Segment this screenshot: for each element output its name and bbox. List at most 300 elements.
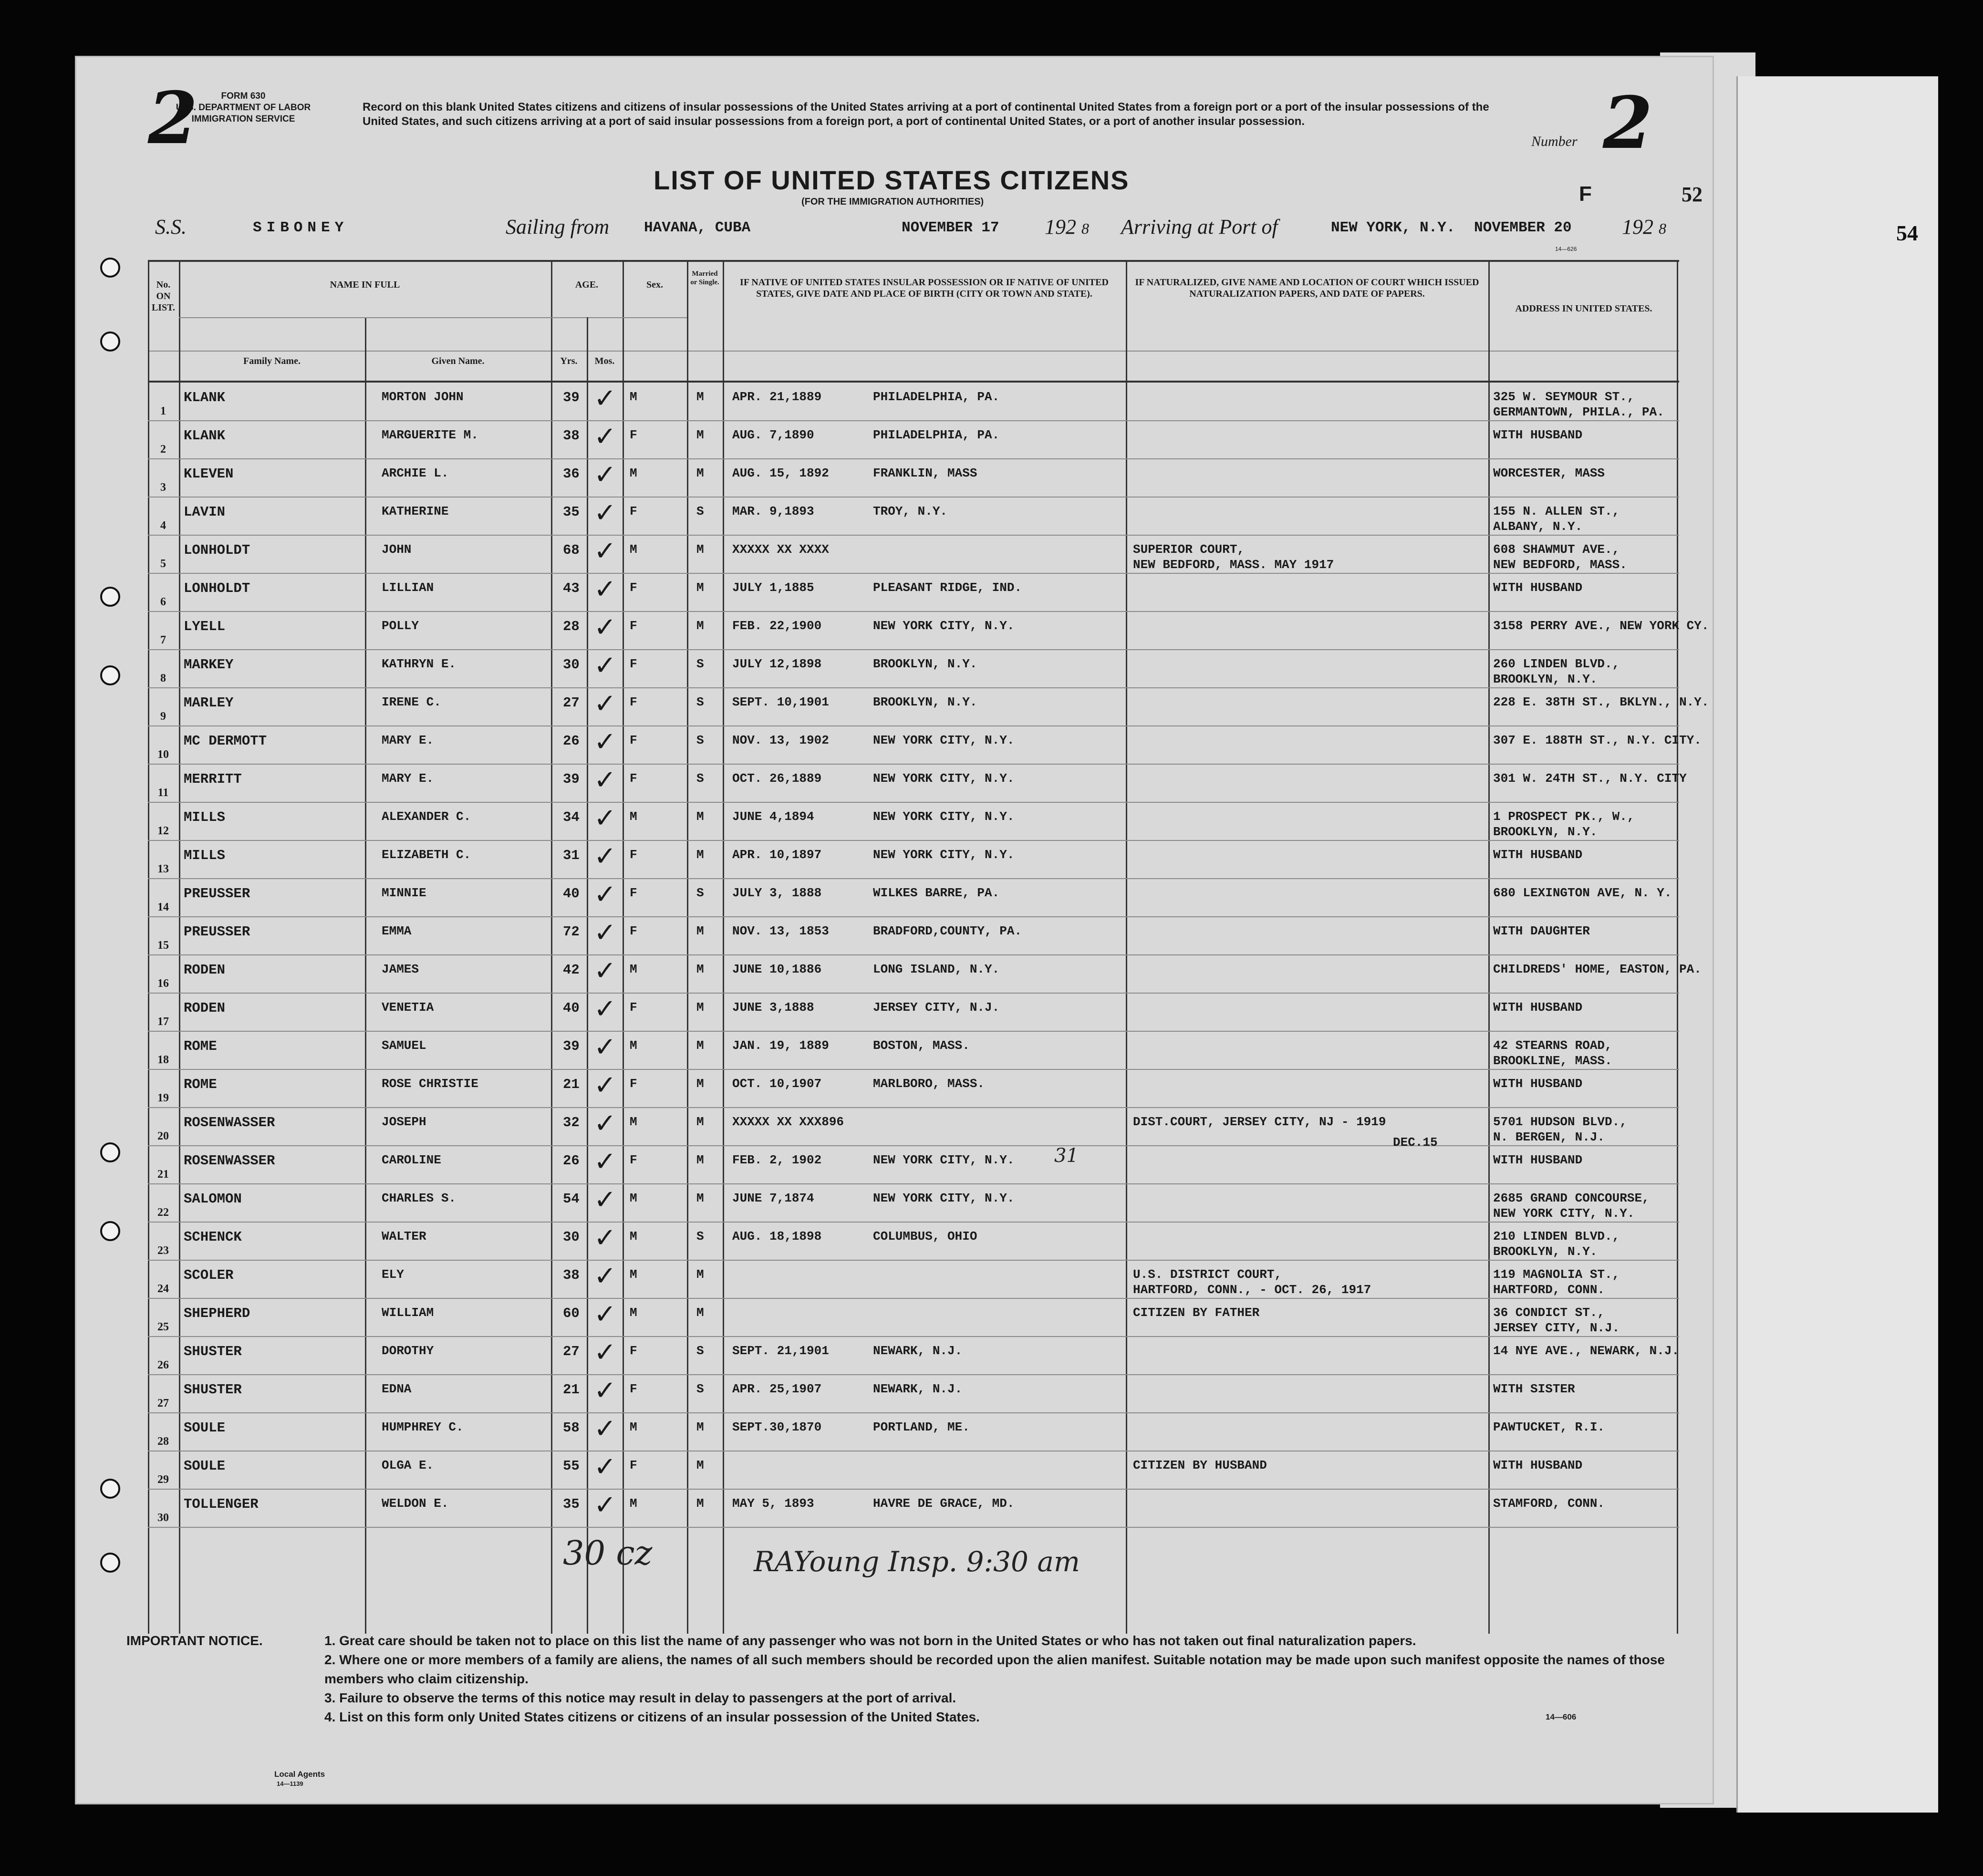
given-name-cell: ELIZABETH C. bbox=[382, 848, 471, 862]
sailing-year bbox=[1045, 215, 1089, 239]
age-years-cell: 58 bbox=[563, 1420, 580, 1436]
list-number-cell: 21 bbox=[157, 1168, 169, 1181]
binder-hole bbox=[100, 665, 120, 685]
list-number-cell: 30 bbox=[157, 1512, 169, 1524]
birth-place-cell: BROOKLYN, N.Y. bbox=[873, 695, 977, 709]
naturalization-cell: CITIZEN BY HUSBAND bbox=[1133, 1458, 1267, 1472]
check-mark-icon: ✓ bbox=[594, 1490, 616, 1521]
sex-cell: F bbox=[630, 619, 637, 633]
birth-place-cell: TROY, N.Y. bbox=[873, 504, 948, 518]
table-row bbox=[148, 803, 1679, 841]
table-row bbox=[148, 917, 1679, 955]
birth-date-cell: JAN. 19, 1889 bbox=[732, 1038, 829, 1053]
adjacent-page bbox=[1736, 76, 1938, 1813]
sex-cell: F bbox=[630, 580, 637, 595]
table-row bbox=[148, 994, 1679, 1032]
table-row bbox=[148, 726, 1702, 765]
sex-cell: M bbox=[630, 962, 637, 976]
birth-date-cell: NOV. 13, 1853 bbox=[732, 924, 829, 938]
department-name: U. S. DEPARTMENT OF LABOR bbox=[176, 103, 311, 113]
age-years-cell: 40 bbox=[563, 886, 580, 902]
age-years-cell: 30 bbox=[563, 657, 580, 673]
birth-date-cell: JUNE 7,1874 bbox=[732, 1191, 814, 1205]
sailing-port: HAVANA, CUBA bbox=[644, 219, 751, 236]
marital-status-cell: M bbox=[696, 848, 704, 862]
given-name-cell: JOHN bbox=[382, 542, 412, 557]
age-years-cell: 38 bbox=[563, 428, 580, 444]
list-number-cell: 28 bbox=[157, 1435, 169, 1448]
col-mos: Mos. bbox=[594, 356, 615, 366]
age-years-cell: 35 bbox=[563, 504, 580, 520]
check-mark-icon: ✓ bbox=[594, 498, 616, 529]
age-years-cell: 27 bbox=[563, 695, 580, 711]
naturalization-cell: DIST.COURT, JERSEY CITY, NJ - 1919 bbox=[1133, 1115, 1386, 1129]
intro-instructions: Record on this blank United States citizens and citizens of insular possessions of the United States arriving at a port of continental United States from a foreign port or a port of the insular possessions of the United States, and such citizens arriving at a port of said insular possessions from a foreign port, a port of continental United States, or a port of another insular possession. bbox=[363, 101, 1489, 128]
sex-cell: M bbox=[630, 542, 637, 557]
sheet-stub: F bbox=[1579, 182, 1592, 206]
address-cell-line2: NEW BEDFORD, MASS. bbox=[1493, 558, 1627, 572]
table-row bbox=[148, 1413, 1679, 1451]
check-mark-icon: ✓ bbox=[594, 536, 616, 567]
birth-place-cell: NEWARK, N.J. bbox=[873, 1344, 963, 1358]
age-years-cell: 39 bbox=[563, 390, 580, 405]
birth-place-cell: BROOKLYN, N.Y. bbox=[873, 657, 977, 671]
header-rule bbox=[148, 381, 1679, 383]
sex-cell: M bbox=[630, 1038, 637, 1053]
year-digit: 8 bbox=[1659, 220, 1666, 237]
binder-hole bbox=[100, 1553, 120, 1573]
age-years-cell: 36 bbox=[563, 466, 580, 482]
table-row bbox=[148, 574, 1679, 612]
notice-label: IMPORTANT NOTICE. bbox=[126, 1633, 263, 1648]
notice-item: 4. List on this form only United States citizens or citizens of an insular possession of the United States. bbox=[324, 1710, 980, 1724]
list-number-cell: 22 bbox=[157, 1206, 169, 1219]
birth-place-cell: NEW YORK CITY, N.Y. bbox=[873, 619, 1015, 633]
check-mark-icon: ✓ bbox=[594, 650, 616, 681]
check-mark-icon: ✓ bbox=[594, 803, 616, 834]
sex-cell: M bbox=[630, 1267, 637, 1282]
check-mark-icon: ✓ bbox=[594, 1261, 616, 1292]
birth-date-cell: APR. 10,1897 bbox=[732, 848, 822, 862]
address-cell: 119 MAGNOLIA ST., bbox=[1493, 1267, 1620, 1282]
check-mark-icon: ✓ bbox=[594, 879, 616, 910]
address-cell: 14 NYE AVE., NEWARK, N.J. bbox=[1493, 1344, 1680, 1358]
handwritten-margin-note: 31 bbox=[1054, 1145, 1079, 1167]
age-years-cell: 26 bbox=[563, 1153, 580, 1169]
family-name-cell: SHUSTER bbox=[184, 1344, 242, 1359]
sex-cell: F bbox=[630, 657, 637, 671]
address-cell-line2: BROOKLYN, N.Y. bbox=[1493, 825, 1598, 839]
age-years-cell: 30 bbox=[563, 1229, 580, 1245]
table-row bbox=[148, 421, 1679, 459]
check-mark-icon: ✓ bbox=[594, 1337, 616, 1368]
birth-date-cell: JUNE 10,1886 bbox=[732, 962, 822, 976]
sex-cell: M bbox=[630, 1229, 637, 1244]
naturalization-cell-line2: HARTFORD, CONN., - OCT. 26, 1917 bbox=[1133, 1283, 1371, 1297]
table-border bbox=[148, 260, 1679, 262]
table-row bbox=[148, 1490, 1679, 1528]
age-years-cell: 40 bbox=[563, 1000, 580, 1016]
marital-status-cell: S bbox=[696, 1229, 704, 1244]
birth-date-cell: OCT. 10,1907 bbox=[732, 1077, 822, 1091]
family-name-cell: MARLEY bbox=[184, 695, 234, 711]
notice-item: 3. Failure to observe the terms of this notice may result in delay to passengers at the port of arrival. bbox=[324, 1690, 956, 1705]
birth-date-cell: JUNE 4,1894 bbox=[732, 809, 814, 824]
birth-place-cell: BOSTON, MASS. bbox=[873, 1038, 970, 1053]
birth-place-cell: COLUMBUS, OHIO bbox=[873, 1229, 977, 1244]
table-row bbox=[148, 536, 1679, 574]
col-sex: Sex. bbox=[646, 280, 663, 290]
marital-status-cell: M bbox=[696, 1267, 704, 1282]
marital-status-cell: S bbox=[696, 695, 704, 709]
address-cell: WITH DAUGHTER bbox=[1493, 924, 1590, 938]
check-mark-icon: ✓ bbox=[594, 917, 616, 948]
age-years-cell: 42 bbox=[563, 962, 580, 978]
marital-status-cell: M bbox=[696, 1306, 704, 1320]
check-mark-icon: ✓ bbox=[594, 765, 616, 796]
birth-date-cell: MAR. 9,1893 bbox=[732, 504, 814, 518]
binder-hole bbox=[100, 587, 120, 607]
address-cell: WITH HUSBAND bbox=[1493, 428, 1583, 442]
col-address: ADDRESS IN UNITED STATES. bbox=[1515, 303, 1652, 314]
notice-item: 1. Great care should be taken not to place on this list the name of any passenger who was not born in the United States or who has not taken out final naturalization papers. bbox=[324, 1633, 1416, 1648]
family-name-cell: MILLS bbox=[184, 848, 226, 863]
footer-code: 14—1139 bbox=[277, 1780, 303, 1787]
binder-hole bbox=[100, 1479, 120, 1499]
table-row bbox=[148, 1261, 1679, 1299]
birth-place-cell: NEW YORK CITY, N.Y. bbox=[873, 809, 1015, 824]
list-number-cell: 27 bbox=[157, 1397, 169, 1410]
sheet-number: 52 bbox=[1682, 183, 1703, 206]
table-row bbox=[148, 650, 1679, 688]
adjacent-page-number: 54 bbox=[1896, 221, 1918, 245]
given-name-cell: MARGUERITE M. bbox=[382, 428, 478, 442]
address-cell: 680 LEXINGTON AVE, N. Y. bbox=[1493, 886, 1672, 900]
family-name-cell: PREUSSER bbox=[184, 924, 250, 940]
col-given-name: Given Name. bbox=[431, 356, 485, 366]
birth-date-cell: FEB. 2, 1902 bbox=[732, 1153, 822, 1167]
birth-place-cell: PHILADELPHIA, PA. bbox=[873, 428, 1000, 442]
address-cell: 155 N. ALLEN ST., bbox=[1493, 504, 1620, 518]
marital-status-cell: M bbox=[696, 619, 704, 633]
binder-hole bbox=[100, 1142, 120, 1162]
family-name-cell: SHUSTER bbox=[184, 1382, 242, 1398]
given-name-cell: ROSE CHRISTIE bbox=[382, 1077, 478, 1091]
birth-date-cell: NOV. 13, 1902 bbox=[732, 733, 829, 747]
birth-date-cell: SEPT. 21,1901 bbox=[732, 1344, 829, 1358]
check-mark-icon: ✓ bbox=[594, 1070, 616, 1101]
col-naturalized: IF NATURALIZED, GIVE NAME AND LOCATION OF COURT WHICH ISSUED NATURALIZATION PAPERS, AND DATE OF PAPERS. bbox=[1135, 277, 1479, 299]
age-years-cell: 54 bbox=[563, 1191, 580, 1207]
address-cell: WITH HUSBAND bbox=[1493, 1000, 1583, 1015]
list-number-cell: 9 bbox=[160, 710, 166, 723]
notice-item: 2. Where one or more members of a family are aliens, the names of all such members should be recorded upon the alien manifest. Suitable notation may be made upon such manifest opposite the names of those members who claim citizenship. bbox=[324, 1652, 1665, 1686]
address-cell: PAWTUCKET, R.I. bbox=[1493, 1420, 1605, 1434]
birth-place-cell: PORTLAND, ME. bbox=[873, 1420, 970, 1434]
age-years-cell: 26 bbox=[563, 733, 580, 749]
family-name-cell: ROME bbox=[184, 1038, 217, 1054]
header-rule bbox=[551, 317, 687, 318]
col-married: Married or Single. bbox=[690, 270, 719, 286]
address-cell-line2: GERMANTOWN, PHILA., PA. bbox=[1493, 405, 1664, 419]
table-row bbox=[148, 1299, 1679, 1337]
marital-status-cell: M bbox=[696, 1115, 704, 1129]
given-name-cell: MINNIE bbox=[382, 886, 426, 900]
age-years-cell: 32 bbox=[563, 1115, 580, 1130]
given-name-cell: POLLY bbox=[382, 619, 419, 633]
family-name-cell: LYELL bbox=[184, 619, 226, 634]
check-mark-icon: ✓ bbox=[594, 955, 616, 986]
check-mark-icon: ✓ bbox=[594, 688, 616, 719]
sex-cell: F bbox=[630, 695, 637, 709]
header-rule bbox=[148, 351, 1679, 352]
address-cell: WITH HUSBAND bbox=[1493, 1458, 1583, 1472]
check-mark-icon: ✓ bbox=[594, 1223, 616, 1254]
address-cell: STAMFORD, CONN. bbox=[1493, 1496, 1605, 1511]
list-number-cell: 11 bbox=[157, 787, 169, 799]
check-mark-icon: ✓ bbox=[594, 1032, 616, 1063]
table-row bbox=[148, 383, 1679, 421]
list-number: 2 bbox=[1603, 81, 1653, 165]
family-name-cell: MERRITT bbox=[184, 771, 242, 787]
binder-hole bbox=[100, 1221, 120, 1241]
family-name-cell: TOLLENGER bbox=[184, 1496, 259, 1512]
print-code: 14—626 bbox=[1555, 246, 1577, 252]
sex-cell: M bbox=[630, 1496, 637, 1511]
list-number-cell: 7 bbox=[160, 634, 166, 646]
local-agents-label: Local Agents bbox=[274, 1770, 325, 1779]
sex-cell: F bbox=[630, 924, 637, 938]
address-cell-line2: BROOKLYN, N.Y. bbox=[1493, 672, 1598, 686]
address-cell: 228 E. 38TH ST., BKLYN., N.Y. bbox=[1493, 695, 1709, 709]
list-number-cell: 8 bbox=[160, 672, 166, 684]
sex-cell: F bbox=[630, 1344, 637, 1358]
list-number-cell: 17 bbox=[157, 1016, 169, 1028]
given-name-cell: LILLIAN bbox=[382, 580, 434, 595]
col-birth: IF NATIVE OF UNITED STATES INSULAR POSSESSION OR IF NATIVE OF UNITED STATES, GIVE DATE AND PLACE OF BIRTH (CITY OR TOWN AND STATE). bbox=[740, 277, 1109, 299]
list-number-cell: 5 bbox=[160, 558, 166, 570]
family-name-cell: MILLS bbox=[184, 809, 226, 825]
address-cell: 1 PROSPECT PK., W., bbox=[1493, 809, 1635, 824]
given-name-cell: EDNA bbox=[382, 1382, 412, 1396]
given-name-cell: CHARLES S. bbox=[382, 1191, 457, 1205]
row-rule bbox=[148, 1527, 1679, 1528]
service-name: IMMIGRATION SERVICE bbox=[191, 114, 295, 124]
year-prefix: 192 bbox=[1045, 215, 1076, 238]
check-mark-icon: ✓ bbox=[594, 1146, 616, 1177]
marital-status-cell: M bbox=[696, 542, 704, 557]
sex-cell: F bbox=[630, 771, 637, 786]
address-cell: 260 LINDEN BLVD., bbox=[1493, 657, 1620, 671]
sex-cell: F bbox=[630, 886, 637, 900]
list-number-cell: 1 bbox=[160, 405, 166, 417]
given-name-cell: SAMUEL bbox=[382, 1038, 426, 1053]
family-name-cell: SCOLER bbox=[184, 1267, 234, 1283]
family-name-cell: KLANK bbox=[184, 390, 226, 405]
year-digit: 8 bbox=[1081, 220, 1089, 237]
birth-place-cell: NEW YORK CITY, N.Y. bbox=[873, 733, 1015, 747]
address-cell: 307 E. 188TH ST., N.Y. CITY. bbox=[1493, 733, 1702, 747]
list-number-cell: 14 bbox=[157, 901, 169, 913]
table-row bbox=[148, 1146, 1679, 1184]
birth-place-cell: WILKES BARRE, PA. bbox=[873, 886, 1000, 900]
given-name-cell: MORTON JOHN bbox=[382, 390, 464, 404]
given-name-cell: CAROLINE bbox=[382, 1153, 441, 1167]
birth-place-cell: NEW YORK CITY, N.Y. bbox=[873, 771, 1015, 786]
number-label: Number bbox=[1531, 134, 1578, 149]
sex-cell: M bbox=[630, 466, 637, 480]
naturalization-cell: SUPERIOR COURT, bbox=[1133, 542, 1245, 557]
family-name-cell: MC DERMOTT bbox=[184, 733, 267, 749]
arriving-year bbox=[1622, 215, 1666, 239]
address-cell: WITH HUSBAND bbox=[1493, 1077, 1583, 1091]
address-cell: CHILDREDS' HOME, EASTON, PA. bbox=[1493, 962, 1702, 976]
naturalization-cell-line2: NEW BEDFORD, MASS. MAY 1917 bbox=[1133, 558, 1334, 572]
birth-date-cell: XXXXX XX XXXX bbox=[732, 542, 829, 557]
marital-status-cell: M bbox=[696, 1153, 704, 1167]
address-cell: 608 SHAWMUT AVE., bbox=[1493, 542, 1620, 557]
birth-date-cell: JUNE 3,1888 bbox=[732, 1000, 814, 1015]
birth-place-cell: NEW YORK CITY, N.Y. bbox=[873, 848, 1015, 862]
given-name-cell: IRENE C. bbox=[382, 695, 441, 709]
birth-date-cell: APR. 25,1907 bbox=[732, 1382, 822, 1396]
given-name-cell: WELDON E. bbox=[382, 1496, 449, 1511]
sex-cell: F bbox=[630, 428, 637, 442]
table-row bbox=[148, 879, 1679, 917]
arriving-port: NEW YORK, N.Y. bbox=[1331, 219, 1455, 236]
marital-status-cell: S bbox=[696, 733, 704, 747]
birth-place-cell: HAVRE DE GRACE, MD. bbox=[873, 1496, 1015, 1511]
birth-place-cell: LONG ISLAND, N.Y. bbox=[873, 962, 1000, 976]
family-name-cell: ROSENWASSER bbox=[184, 1153, 275, 1169]
marital-status-cell: M bbox=[696, 962, 704, 976]
header-rule bbox=[179, 317, 551, 318]
age-years-cell: 39 bbox=[563, 1038, 580, 1054]
family-name-cell: ROME bbox=[184, 1077, 217, 1092]
list-number-cell: 12 bbox=[157, 825, 169, 837]
birth-place-cell: MARLBORO, MASS. bbox=[873, 1077, 985, 1091]
birth-date-cell: JULY 3, 1888 bbox=[732, 886, 822, 900]
family-name-cell: MARKEY bbox=[184, 657, 234, 673]
birth-place-cell: NEW YORK CITY, N.Y. bbox=[873, 1191, 1015, 1205]
inspector-signature: RAYoung Insp. 9:30 am bbox=[754, 1545, 1080, 1578]
given-name-cell: WILLIAM bbox=[382, 1306, 434, 1320]
sex-cell: F bbox=[630, 733, 637, 747]
address-cell: WITH HUSBAND bbox=[1493, 848, 1583, 862]
age-years-cell: 43 bbox=[563, 580, 580, 596]
check-mark-icon: ✓ bbox=[594, 1184, 616, 1215]
list-number-cell: 16 bbox=[157, 977, 169, 990]
check-mark-icon: ✓ bbox=[594, 1108, 616, 1139]
form-title: LIST OF UNITED STATES CITIZENS bbox=[654, 165, 1130, 195]
family-name-cell: SALOMON bbox=[184, 1191, 242, 1207]
marital-status-cell: M bbox=[696, 1458, 704, 1472]
form-subtitle: (FOR THE IMMIGRATION AUTHORITIES) bbox=[801, 197, 984, 207]
sex-cell: F bbox=[630, 1077, 637, 1091]
list-number-cell: 10 bbox=[157, 748, 169, 761]
ss-label: S.S. bbox=[155, 215, 187, 238]
binder-hole bbox=[100, 258, 120, 278]
table-row bbox=[148, 1337, 1679, 1375]
address-cell: WORCESTER, MASS bbox=[1493, 466, 1605, 480]
marital-status-cell: M bbox=[696, 809, 704, 824]
sex-cell: M bbox=[630, 1306, 637, 1320]
check-mark-icon: ✓ bbox=[594, 1299, 616, 1330]
birth-date-cell: APR. 21,1889 bbox=[732, 390, 822, 404]
table-row bbox=[148, 459, 1679, 498]
marital-status-cell: S bbox=[696, 1382, 704, 1396]
arriving-date: NOVEMBER 20 bbox=[1474, 219, 1572, 236]
list-number-cell: 25 bbox=[157, 1321, 169, 1333]
birth-date-cell: SEPT.30,1870 bbox=[732, 1420, 822, 1434]
birth-date-cell: XXXXX XX XXX896 bbox=[732, 1115, 844, 1129]
family-name-cell: SOULE bbox=[184, 1420, 226, 1436]
birth-date-cell: JULY 12,1898 bbox=[732, 657, 822, 671]
marital-status-cell: S bbox=[696, 657, 704, 671]
family-name-cell: RODEN bbox=[184, 1000, 226, 1016]
age-years-cell: 31 bbox=[563, 848, 580, 863]
form-number: FORM 630 bbox=[221, 91, 266, 101]
address-cell-line2: BROOKLYN, N.Y. bbox=[1493, 1244, 1598, 1259]
address-cell: 325 W. SEYMOUR ST., bbox=[1493, 390, 1635, 404]
sex-cell: M bbox=[630, 1191, 637, 1205]
family-name-cell: LONHOLDT bbox=[184, 542, 250, 558]
marital-status-cell: M bbox=[696, 1420, 704, 1434]
birth-date-cell: MAY 5, 1893 bbox=[732, 1496, 814, 1511]
birth-date-cell: JULY 1,1885 bbox=[732, 580, 814, 595]
address-cell: 210 LINDEN BLVD., bbox=[1493, 1229, 1620, 1244]
table-row bbox=[148, 1032, 1679, 1070]
list-number-cell: 15 bbox=[157, 939, 169, 952]
address-cell-line2: BROOKLINE, MASS. bbox=[1493, 1054, 1612, 1068]
birth-date-cell: AUG. 18,1898 bbox=[732, 1229, 822, 1244]
family-name-cell: LONHOLDT bbox=[184, 580, 250, 596]
check-mark-icon: ✓ bbox=[594, 1413, 616, 1444]
marital-status-cell: M bbox=[696, 1000, 704, 1015]
given-name-cell: MARY E. bbox=[382, 733, 434, 747]
age-years-cell: 39 bbox=[563, 771, 580, 787]
table-row bbox=[148, 1223, 1679, 1261]
sex-cell: M bbox=[630, 390, 637, 404]
address-cell-line2: HARTFORD, CONN. bbox=[1493, 1283, 1605, 1297]
age-years-cell: 34 bbox=[563, 809, 580, 825]
marital-status-cell: S bbox=[696, 1344, 704, 1358]
table-row bbox=[148, 841, 1679, 879]
check-mark-icon: ✓ bbox=[594, 459, 616, 490]
marital-status-cell: M bbox=[696, 924, 704, 938]
birth-date-cell: OCT. 26,1889 bbox=[732, 771, 822, 786]
birth-place-cell: NEWARK, N.J. bbox=[873, 1382, 963, 1396]
family-name-cell: SCHENCK bbox=[184, 1229, 242, 1245]
birth-place-cell: PHILADELPHIA, PA. bbox=[873, 390, 1000, 404]
age-years-cell: 21 bbox=[563, 1382, 580, 1398]
given-name-cell: MARY E. bbox=[382, 771, 434, 786]
year-prefix: 192 bbox=[1622, 215, 1653, 238]
sex-cell: F bbox=[630, 1000, 637, 1015]
address-cell-line2: ALBANY, N.Y. bbox=[1493, 519, 1583, 534]
sex-cell: M bbox=[630, 1420, 637, 1434]
family-name-cell: KLANK bbox=[184, 428, 226, 444]
check-mark-icon: ✓ bbox=[594, 1451, 616, 1482]
check-mark-icon: ✓ bbox=[594, 612, 616, 643]
list-number-cell: 2 bbox=[160, 443, 166, 456]
binder-hole bbox=[100, 332, 120, 352]
passenger-table bbox=[148, 260, 1709, 1634]
list-number-cell: 4 bbox=[160, 519, 166, 532]
marital-status-cell: M bbox=[696, 1077, 704, 1091]
sex-cell: M bbox=[630, 809, 637, 824]
marital-status-cell: S bbox=[696, 504, 704, 518]
